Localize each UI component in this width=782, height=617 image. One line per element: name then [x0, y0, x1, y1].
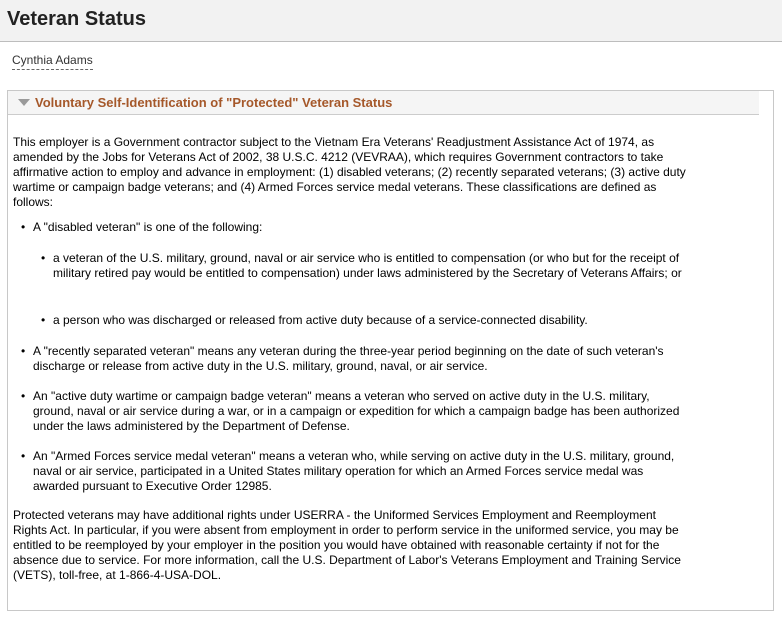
bullet-recently-separated: • A "recently separated veteran" means any veteran during the three-year period beginning on the date of such veteran's discharge or release from active duty in the U.S. military, ground, naval, or air service. [33, 344, 683, 374]
sub-bullet-disabled-2: • a person who was discharged or released from active duty because of a service-connected disability. [53, 313, 683, 328]
employee-name[interactable]: Cynthia Adams [12, 53, 93, 70]
page-title: Veteran Status [7, 8, 146, 30]
collapse-triangle-icon[interactable] [18, 99, 30, 106]
intro-paragraph: This employer is a Government contractor subject to the Vietnam Era Veterans' Readjustment Assistance Act of 1974, as amended by the Jobs for Veterans Act of 2002, 38 U.S.C. 4212 (VEVRAA), which requires Government contractors to take affirmative action to employ and advance in employment: (1) disabled veterans; (2) recently separated veterans; (3) active duty wartime or campaign badge veterans; and (4) Armed Forces service medal veterans. These classifications are defined as follows: [13, 135, 686, 209]
section-header[interactable] [8, 91, 759, 115]
bullet-active-duty: • An "active duty wartime or campaign badge veteran" means a veteran who served on active duty in the U.S. military, ground, naval or air service during a war, or in a campaign or expedition for which a campaign badge has been authorized under the laws administered by the Department of Defense. [33, 389, 683, 434]
sub-bullet-disabled-1: • a veteran of the U.S. military, ground, naval or air service who is entitled to compensation (or who but for the receipt of military retired pay would be entitled to compensation) under laws administered by the Secretary of Veterans Affairs; or [53, 251, 683, 281]
bullet-disabled-veteran: • A "disabled veteran" is one of the following: [33, 220, 683, 235]
section-title[interactable]: Voluntary Self-Identification of "Protected" Veteran Status [35, 95, 393, 110]
page-header [0, 0, 782, 42]
bullet-medal-veteran: • An "Armed Forces service medal veteran" means a veteran who, while serving on active duty in the U.S. military, ground, naval or air service, participated in a United States military operation for which an Armed Forces service medal was awarded pursuant to Executive Order 12985. [33, 449, 683, 494]
userra-paragraph: Protected veterans may have additional rights under USERRA - the Uniformed Services Employment and Reemployment Rights Act. In particular, if you were absent from employment in order to perform service in the uniformed service, you may be entitled to be reemployed by your employer in the position you would have obtained with reasonable certainty if not for the absence due to service. For more information, call the U.S. Department of Labor's Veterans Employment and Training Service (VETS), toll-free, at 1-866-4-USA-DOL. [13, 508, 681, 582]
veteran-status-section [7, 90, 774, 611]
